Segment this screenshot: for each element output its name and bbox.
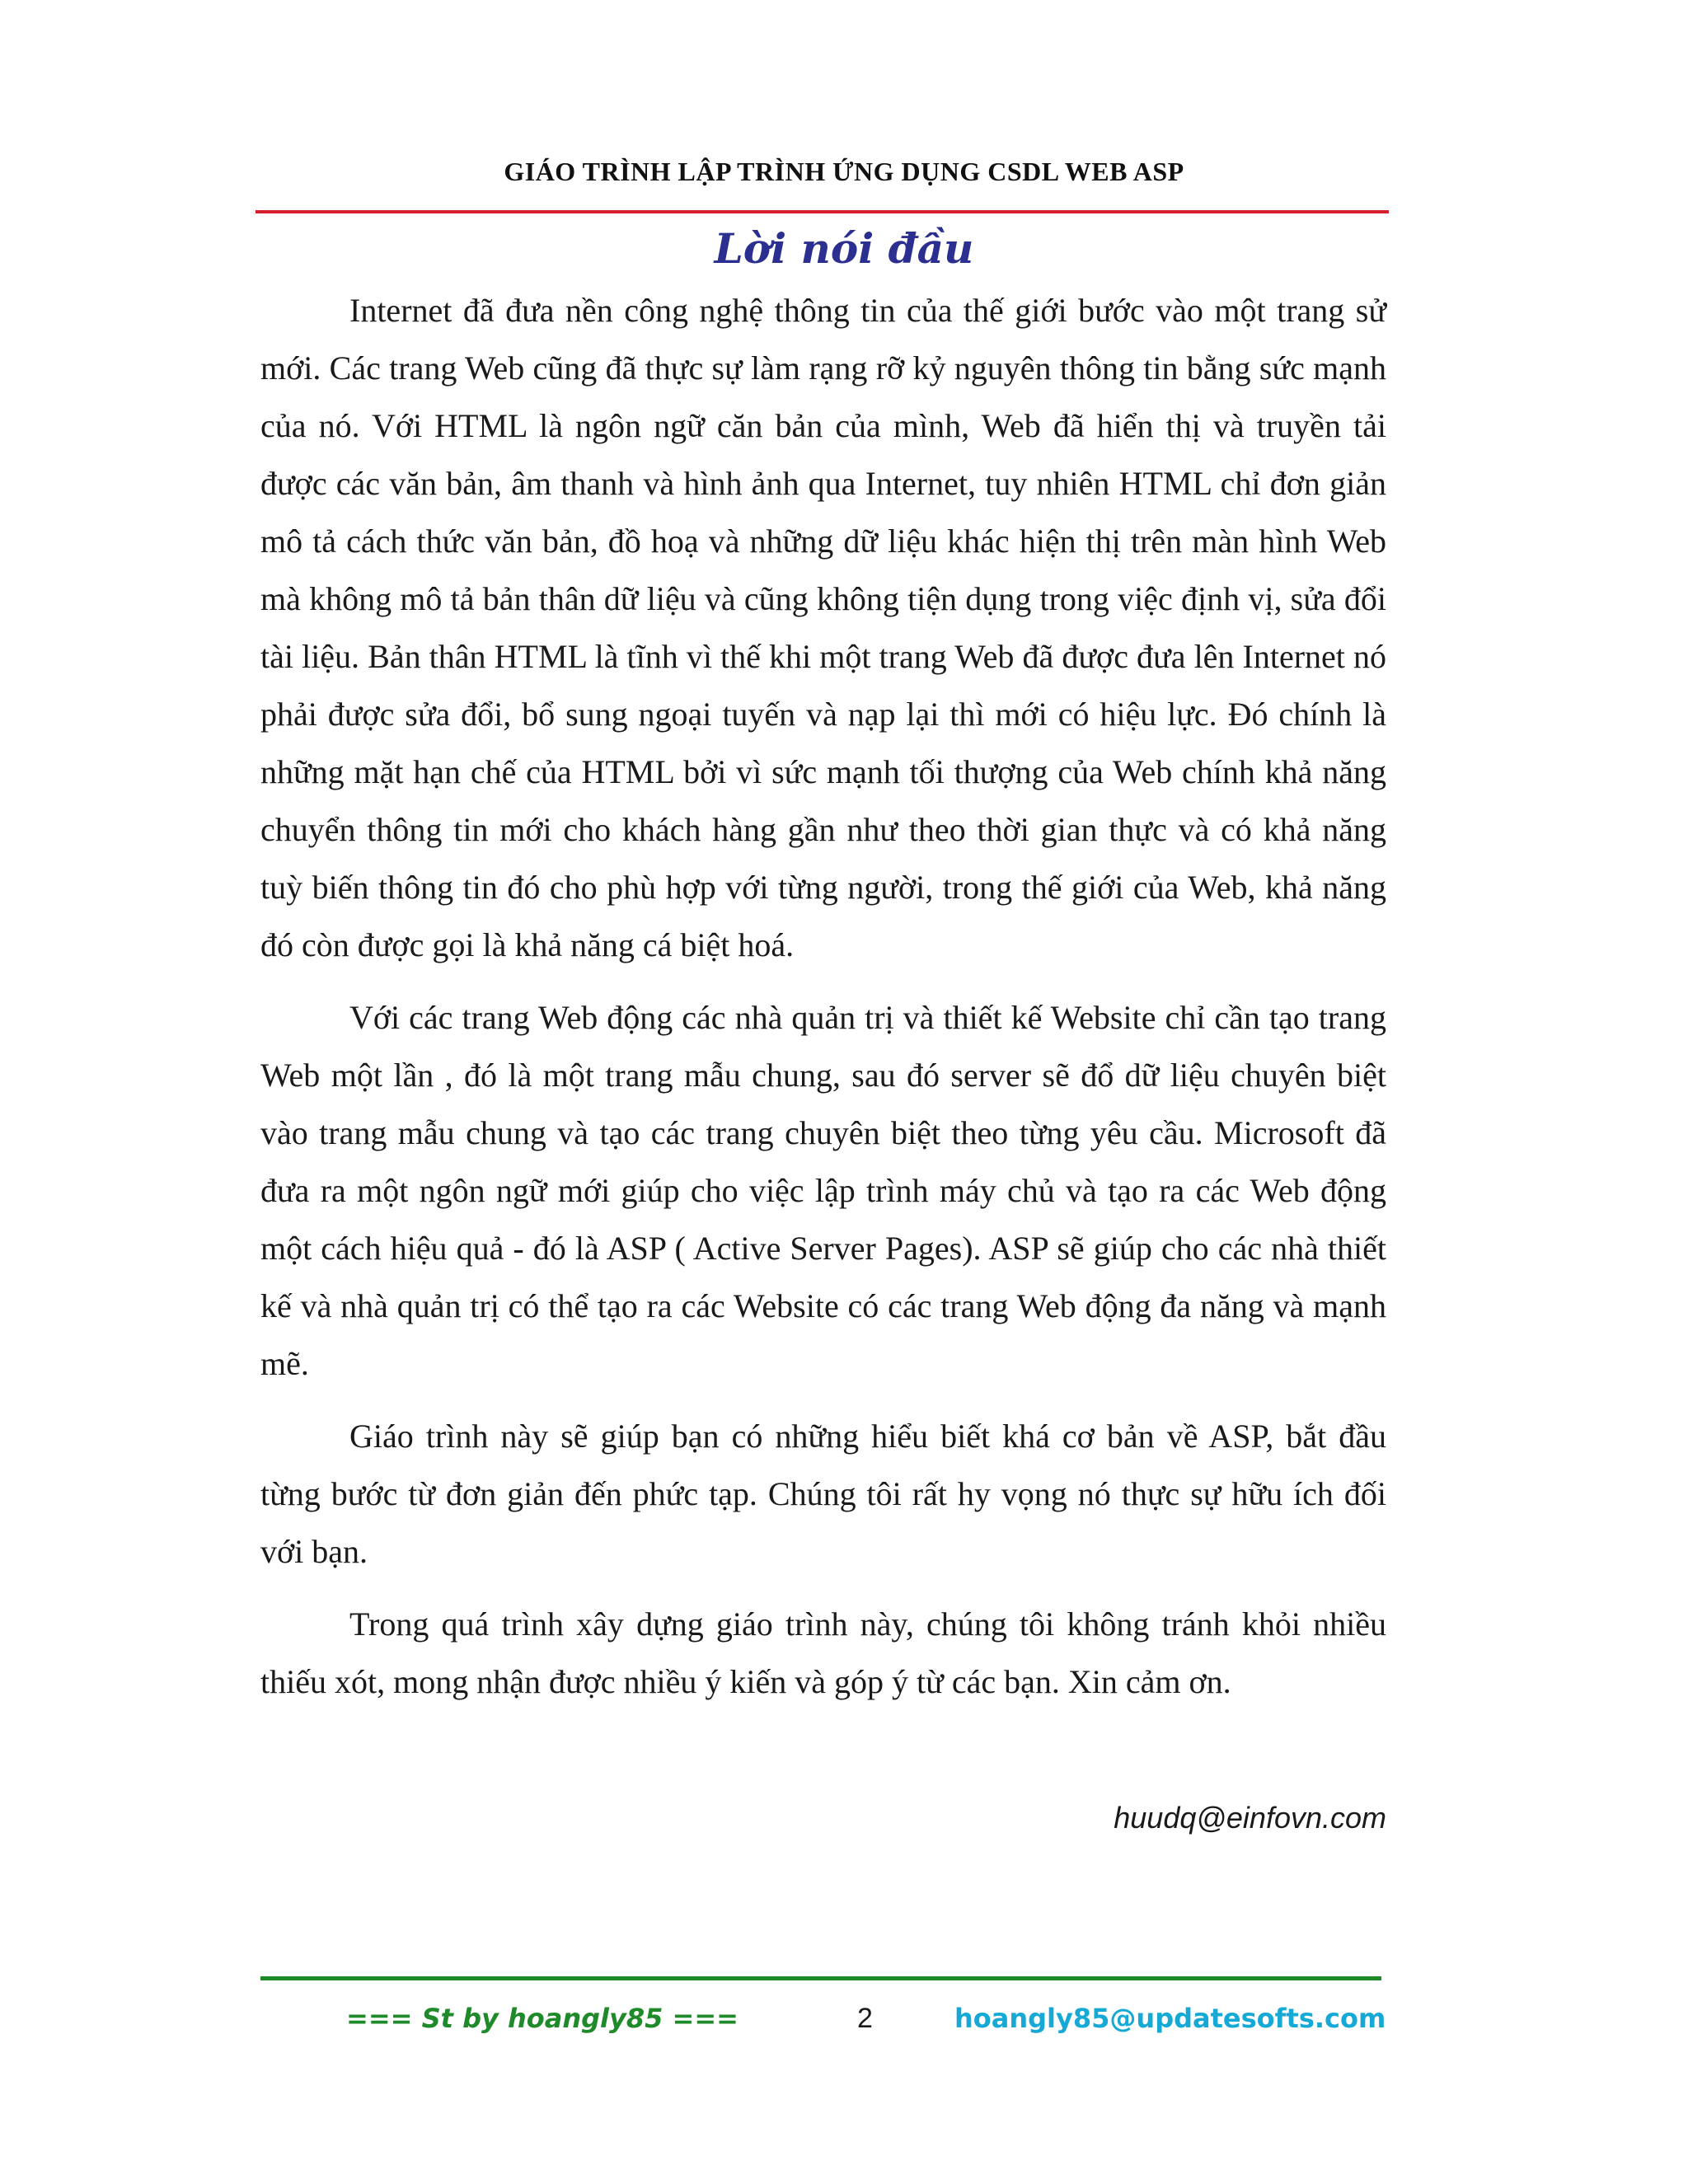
paragraph-closing: Trong quá trình xây dựng giáo trình này, chúng tôi không tránh khỏi nhiều thiếu xót, mong nhận được nhiều ý kiến và góp ý từ các bạn. Xin cảm ơn. (260, 1605, 1386, 1700)
footer-email: hoangly85@updatesofts.com (954, 2003, 1386, 2034)
page-title: Lời nói đầu (714, 224, 974, 273)
paragraph-dynamic-web: Với các trang Web động các nhà quản trị và thiết kế Website chỉ cần tạo trang Web một lần , đó là một trang mẫu chung, sau đó server sẽ đổ dữ liệu chuyên biệt vào trang mẫu chung và tạo các trang chuyên biệt theo từng yêu cầu. Microsoft đã đưa ra một ngôn ngữ mới giúp cho việc lập trình máy chủ và tạo ra các Web động một cách hiệu quả - đó là ASP ( Active Server Pages). ASP sẽ giúp cho các nhà thiết kế và nhà quản trị có thể tạo ra các Website có các trang Web động đa năng và mạnh mẽ. (260, 999, 1386, 1382)
footer-credit: === St by hoangly85 === (346, 2003, 738, 2034)
page-number: 2 (857, 2003, 873, 2034)
paragraph-purpose: Giáo trình này sẽ giúp bạn có những hiểu biết khá cơ bản về ASP, bắt đầu từng bước từ đơn giản đến phức tạp. Chúng tôi rất hy vọng nó thực sự hữu ích đối với bạn. (260, 1418, 1386, 1570)
header-divider (256, 210, 1389, 213)
paragraph-intro: Internet đã đưa nền công nghệ thông tin của thế giới bước vào một trang sử mới. Các trang Web cũng đã thực sự làm rạng rỡ kỷ nguyên thông tin bằng sức mạnh của nó. Với HTML là ngôn ngữ căn bản của mình, Web đã hiển thị và truyền tải được các văn bản, âm thanh và hình ảnh qua Internet, tuy nhiên HTML chỉ đơn giản mô tả cách thức văn bản, đồ hoạ và những dữ liệu khác hiện thị trên màn hình Web mà không mô tả bản thân dữ liệu và cũng không tiện dụng trong việc định vị, sửa đổi tài liệu. Bản thân HTML là tĩnh vì thế khi một trang Web đã được đưa lên Internet nó phải được sửa đổi, bổ sung ngoại tuyến và nạp lại thì mới có hiệu lực. Đó chính là những mặt hạn chế của HTML bởi vì sức mạnh tối thượng của Web chính khả năng chuyển thông tin mới cho khách hàng gần như theo thời gian thực và có khả năng tuỳ biến thông tin đó cho phù hợp với từng người, trong thế giới của Web, khả năng đó còn được gọi là khả năng cá biệt hoá. (260, 292, 1386, 963)
running-header-title: GIÁO TRÌNH LẬP TRÌNH ỨNG DỤNG CSDL WEB ASP (504, 157, 1184, 186)
footer-divider (260, 1976, 1381, 1980)
body-text (260, 282, 1386, 1726)
author-signature: huudq@einfovn.com (1114, 1801, 1386, 1835)
